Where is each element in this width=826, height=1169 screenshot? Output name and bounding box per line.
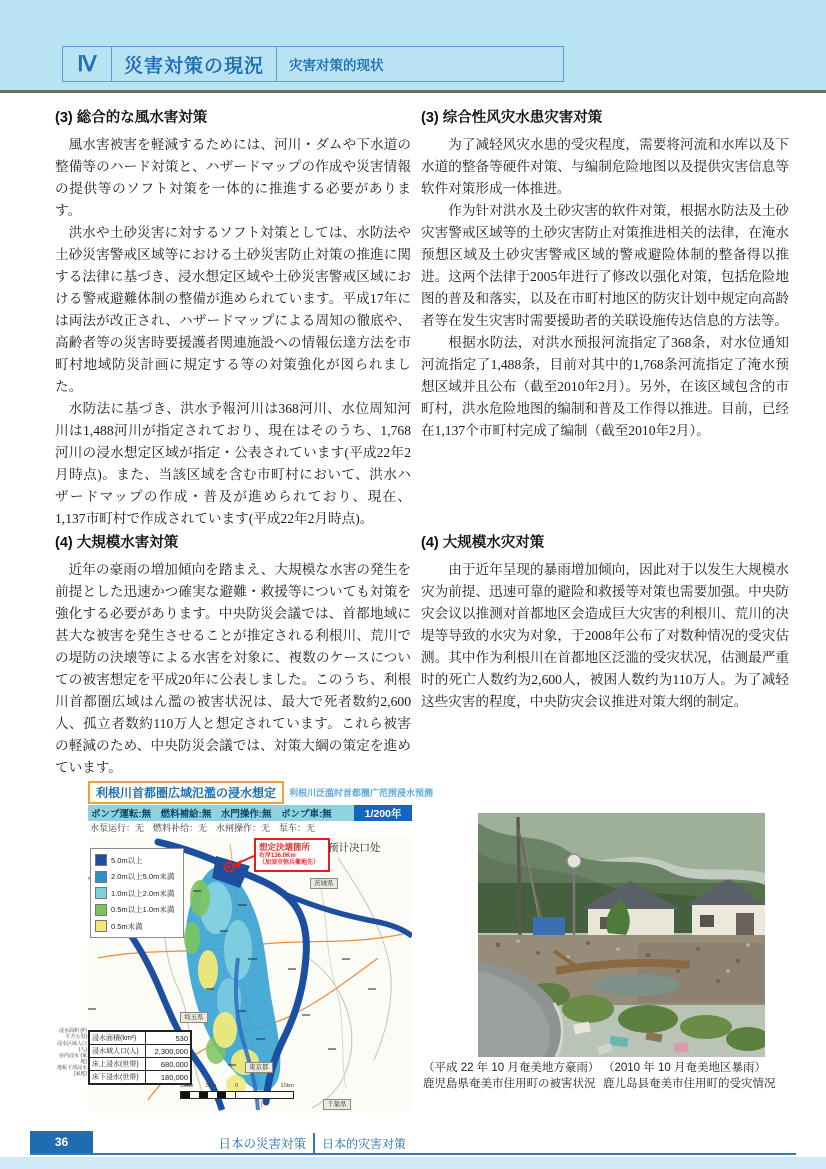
caption-line: （2010 年 10 月奄美地区暴雨） bbox=[603, 1062, 766, 1074]
legend-swatch bbox=[95, 920, 107, 932]
caption-line: （平成 22 年 10 月奄美地方豪雨） bbox=[423, 1062, 600, 1074]
stat-value: 680,000 bbox=[146, 1058, 192, 1071]
photo-caption-ja bbox=[423, 1060, 608, 1092]
legend-swatch bbox=[95, 871, 107, 883]
paragraph: 洪水や土砂災害に対するソフト対策としては、水防法や土砂災害警戒区域等における土砂災害防止対策の推進に関する法律に基づき、浸水想定区域や土砂災害警戒区域における警戒避難体制の整備が進められています。平成17年には両法が改正され、ハザードマップによる周知の徹底や、高齢者等の災害時要援護者関連施設への情報伝達方法を市町村地域防災計画に規定する等の対策強化が図られました。 bbox=[55, 225, 411, 394]
legend-label: 0.5m未満 bbox=[111, 921, 143, 931]
breach-title: 想定決壊箇所 bbox=[259, 842, 311, 852]
legend-swatch bbox=[95, 887, 107, 899]
legend-label: 2.0m以上5.0m未満 bbox=[111, 872, 175, 881]
legend-swatch bbox=[95, 904, 107, 916]
section3-zh bbox=[421, 106, 789, 442]
footer-title-ja: 日本の災害対策 bbox=[218, 1137, 306, 1151]
paragraph: 为了减轻风灾水患的受灾程度，需要将河流和水库以及下水道的整备等硬件对策、与编制危险地图以及提供灾害信息等软件对策形成一体推进。 bbox=[421, 137, 789, 196]
breach-line2: 右岸136.0Km bbox=[259, 852, 296, 859]
legend-swatch bbox=[95, 854, 107, 866]
table-row bbox=[89, 1031, 191, 1045]
stat-label: 床上浸水(世帯) bbox=[89, 1058, 146, 1071]
section4-zh bbox=[421, 531, 789, 713]
chapter-title-zh: 灾害对策的现状 bbox=[277, 46, 564, 82]
breach-line3: （加須市弥兵衛地先） bbox=[259, 860, 320, 867]
section4-ja bbox=[55, 531, 411, 779]
region-label-saitama: 埼玉県 bbox=[180, 1012, 208, 1023]
caption-line: 鹿児島県奄美市住用町の被害状況 bbox=[423, 1078, 596, 1090]
stat-label-zh: 浸水面积 (约平方公里) bbox=[58, 1028, 87, 1040]
chapter-number: Ⅳ bbox=[62, 46, 111, 82]
table-row bbox=[89, 1071, 191, 1085]
footer-title-zh: 日本的灾害对策 bbox=[322, 1137, 407, 1151]
stat-label: 浸水域人口(人) bbox=[89, 1045, 146, 1058]
footer-rule bbox=[30, 1153, 796, 1155]
stat-label-zh: 房内浸水 (家庭) bbox=[58, 1053, 87, 1065]
footer-band bbox=[0, 1157, 826, 1169]
breach-annotation bbox=[254, 838, 330, 872]
page-number: 36 bbox=[30, 1131, 93, 1153]
damage-photo bbox=[478, 813, 765, 1057]
map-conditions-zh: 水泵运行：无 燃料补给：无 水闸操作：无 泵车：无 bbox=[90, 823, 316, 833]
scale-label: 0 bbox=[235, 1083, 239, 1089]
legend-label: 0.5m以上1.0m未満 bbox=[111, 905, 175, 914]
section3-heading-zh: (3) 综合性风灾水患灾害对策 bbox=[421, 110, 603, 126]
stat-value: 530 bbox=[146, 1031, 192, 1045]
map-title-ja: 利根川首都圏広域氾濫の浸水想定 bbox=[88, 781, 284, 804]
caption-line: 鹿儿岛县奄美市住用町的受灾情况 bbox=[603, 1078, 776, 1090]
stat-label: 浸水面積(km²) bbox=[89, 1031, 146, 1045]
scale-label: 10km bbox=[180, 1083, 194, 1089]
table-row bbox=[89, 1058, 191, 1071]
region-label-chiba: 千葉県 bbox=[323, 1099, 351, 1110]
paragraph: 作为针对洪水及土砂灾害的软件对策，根据水防法及土砂灾害警戒区域等的土砂灾害防止对策推进相关的法律，在淹水预想区域及土砂灾害警戒区域的警戒避险体制的整备得以推进。这两个法律于2005年进行了修改以强化对策，包括危险地图的普及和落实，以及在市町村地区的防灾计划中规定向高龄者等在发生灾害时需要援助者的关联设施传达信息的方法等。 bbox=[421, 203, 789, 328]
footer-divider bbox=[313, 1133, 315, 1153]
paragraph: 由于近年呈现的暴雨增加倾向，因此对于以发生大规模水灾为前提、迅速可靠的避险和救援等对策也需要加强。中央防灾会议以推测对首都地区会造成巨大灾害的利根川、荒川的决堤等导致的水灾为对象，于2008年公布了对数种情况的受灾估测。其中作为利根川在首都地区泛滥的受灾状况，估测最严重时的死亡人数约为2,600人，被困人数约为110万人。为了减轻这些灾害的程度，中央防灾会议推进对策大纲的制定。 bbox=[421, 562, 789, 709]
paragraph: 近年の豪雨の増加傾向を踏まえ、大規模な水害の発生を前提とした迅速かつ確実な避難・救援等についても対策を強化する必要があります。中央防災会議では、首都地域に甚大な被害を発生させることが推定される利根川、荒川での堤防の決壊等による水害を対象に、複数のケースについての被害想定を平成20年に公表しました。このうち、利根川首都圏広域はん濫の被害状況は、最大で死者数約2,600人、孤立者数約110万人と想定されています。これら被害の軽減のため、中央防災会議では、対策大綱の策定を進めています。 bbox=[55, 562, 411, 775]
region-label-ibaraki: 茨城県 bbox=[310, 878, 338, 889]
stat-label-zh: 浸水区域人口 (人) bbox=[56, 1041, 87, 1053]
photo-caption-zh bbox=[603, 1060, 798, 1092]
paragraph: 風水害被害を軽減するためには、河川・ダムや下水道の整備等のハード対策と、ハザードマップの作成や災害情報の提供等のソフト対策を一体的に推進する必要があります。 bbox=[55, 137, 411, 218]
chapter-header bbox=[62, 46, 564, 82]
flood-stats-table bbox=[88, 1030, 192, 1085]
flood-map-figure bbox=[56, 781, 434, 1112]
damage-photo-graphic bbox=[478, 813, 765, 1057]
map-title-zh: 利根川泛滥时首都圈广范围浸水预测 bbox=[289, 787, 434, 798]
map-legend bbox=[90, 848, 184, 938]
paragraph: 根据水防法，对洪水预报河流指定了368条，对水位通知河流指定了1,488条，目前对其中的1,768条河流指定了淹水预想区域并且公布（截至2010年2月）。另外，在该区域包含的市町村，洪水危险地图的编制和普及工作得以推进。目前，已经在1,137个市町村完成了编制（截至2010年2月）。 bbox=[421, 335, 789, 438]
stat-label: 床下浸水(世帯) bbox=[89, 1071, 146, 1085]
section4-heading-ja: (4) 大規模水害対策 bbox=[55, 535, 179, 551]
map-scale-bar bbox=[180, 1083, 294, 1099]
paragraph: 水防法に基づき、洪水予報河川は368河川、水位周知河川は1,488河川が指定されており、現在はそのうち、1,768河川の浸水想定区域が指定・公表されています(平成22年2月時点)。また、当該区域を含む市町村において、洪水ハザードマップの作成・普及が進められており、現在、1,137市町村で作成されています(平成22年2月時点)。 bbox=[55, 401, 411, 526]
section3-heading-ja: (3) 総合的な風水害対策 bbox=[55, 110, 208, 126]
stat-value: 2,300,000 bbox=[146, 1045, 192, 1058]
breach-label-zh: 预计决口处 bbox=[328, 842, 381, 854]
map-return-period: 1/200年 bbox=[354, 805, 412, 821]
region-label-tokyo: 東京都 bbox=[245, 1062, 273, 1073]
section3-ja bbox=[55, 106, 411, 530]
scale-label: 10km bbox=[280, 1083, 294, 1089]
map-conditions-ja: ポンプ運転:無 燃料補給:無 水門操作:無 ポンプ車:無 bbox=[88, 805, 354, 821]
table-row bbox=[89, 1045, 191, 1058]
stat-label-zh: 地板下部浸水 (家庭) bbox=[56, 1065, 87, 1077]
flood-map-canvas bbox=[56, 838, 412, 1112]
legend-label: 1.0m以上2.0m未満 bbox=[111, 888, 175, 898]
chapter-title-ja: 災害対策の現況 bbox=[111, 46, 277, 82]
legend-label: 5.0m以上 bbox=[111, 855, 143, 865]
section4-heading-zh: (4) 大规模水灾对策 bbox=[421, 535, 545, 551]
scale-label: 5km bbox=[206, 1083, 217, 1089]
header-rule bbox=[0, 90, 826, 93]
stat-value: 180,000 bbox=[146, 1071, 192, 1085]
